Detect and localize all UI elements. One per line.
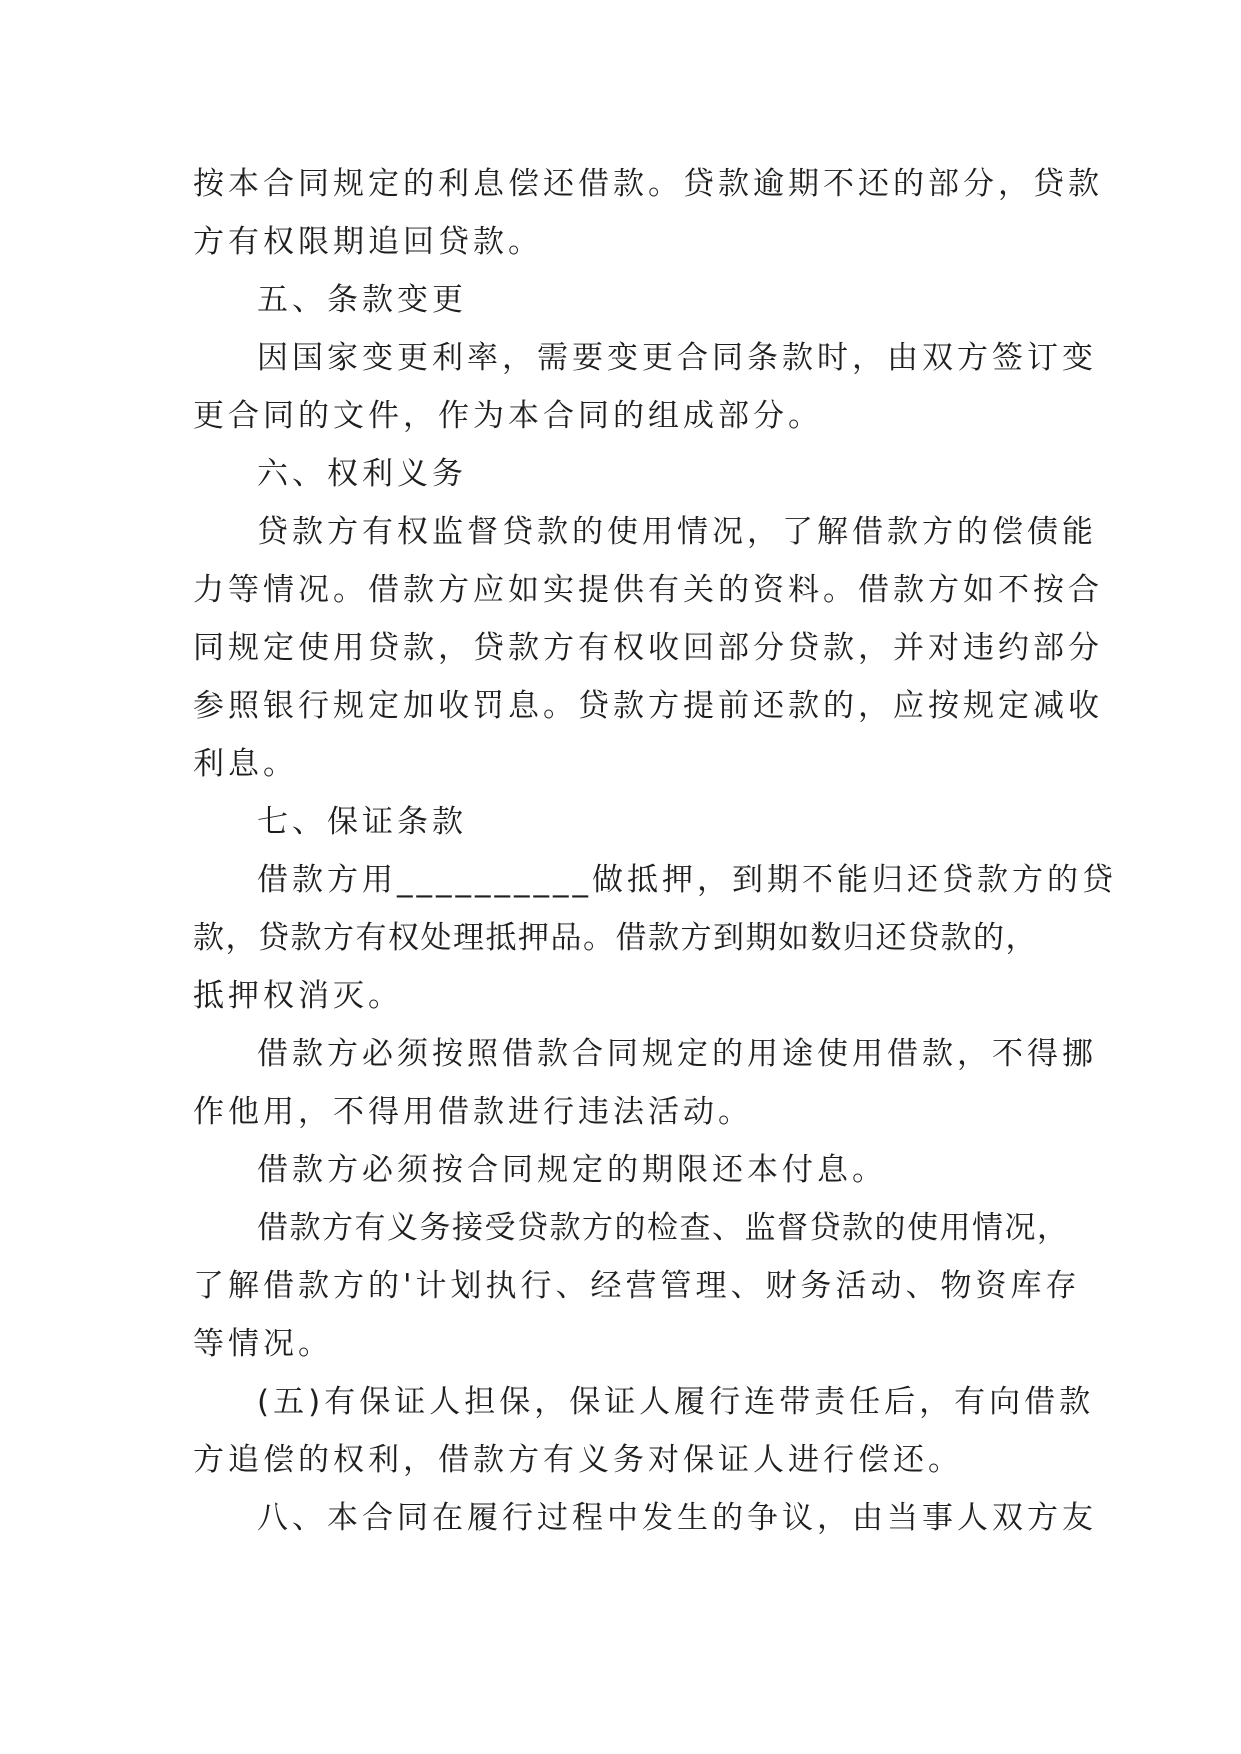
text-line-1: 按本合同规定的利息偿还借款。贷款逾期不还的部分，贷款	[193, 166, 1103, 202]
text-line-20: 了解借款方的'计划执行、经营管理、财务活动、物资库存	[193, 1268, 1081, 1304]
text-line-19: 借款方有义务接受贷款方的检查、监督贷款的使用情况，	[257, 1210, 1070, 1246]
text-line-18: 借款方必须按合同规定的期限还本付息。	[257, 1152, 887, 1188]
text-line-23: 方追偿的权利，借款方有义务对保证人进行偿还。	[193, 1442, 963, 1478]
text-line-14: 款，贷款方有权处理抵押品。借款方到期如数归还贷款的，	[193, 920, 1038, 956]
section-heading-5: 五、条款变更	[257, 282, 467, 318]
text-line-8: 力等情况。借款方应如实提供有关的资料。借款方如不按合	[193, 572, 1103, 608]
text-line-2: 方有权限期追回贷款。	[193, 224, 543, 260]
section-heading-8: 八、本合同在履行过程中发生的争议，由当事人双方友	[257, 1500, 1097, 1536]
text-line-21: 等情况。	[193, 1326, 333, 1362]
text-line-5: 更合同的文件，作为本合同的组成部分。	[193, 398, 823, 434]
text-line-10: 参照银行规定加收罚息。贷款方提前还款的，应按规定减收	[193, 688, 1103, 724]
text-line-13-with-blank: 借款方用__________做抵押，到期不能归还贷款方的贷	[257, 862, 1117, 898]
text-line-11: 利息。	[193, 746, 298, 782]
text-line-17: 作他用，不得用借款进行违法活动。	[193, 1094, 753, 1130]
document-body	[193, 155, 1117, 1547]
text-line-15: 抵押权消灭。	[193, 978, 403, 1014]
section-heading-6: 六、权利义务	[257, 456, 467, 492]
text-line-4: 因国家变更利率，需要变更合同条款时，由双方签订变	[257, 340, 1097, 376]
text-line-22: (五)有保证人担保，保证人履行连带责任后，有向借款	[257, 1384, 1095, 1420]
text-line-9: 同规定使用贷款，贷款方有权收回部分贷款，并对违约部分	[193, 630, 1103, 666]
section-heading-7: 七、保证条款	[257, 804, 467, 840]
text-line-16: 借款方必须按照借款合同规定的用途使用借款，不得挪	[257, 1036, 1097, 1072]
text-line-7: 贷款方有权监督贷款的使用情况，了解借款方的偿债能	[257, 514, 1097, 550]
